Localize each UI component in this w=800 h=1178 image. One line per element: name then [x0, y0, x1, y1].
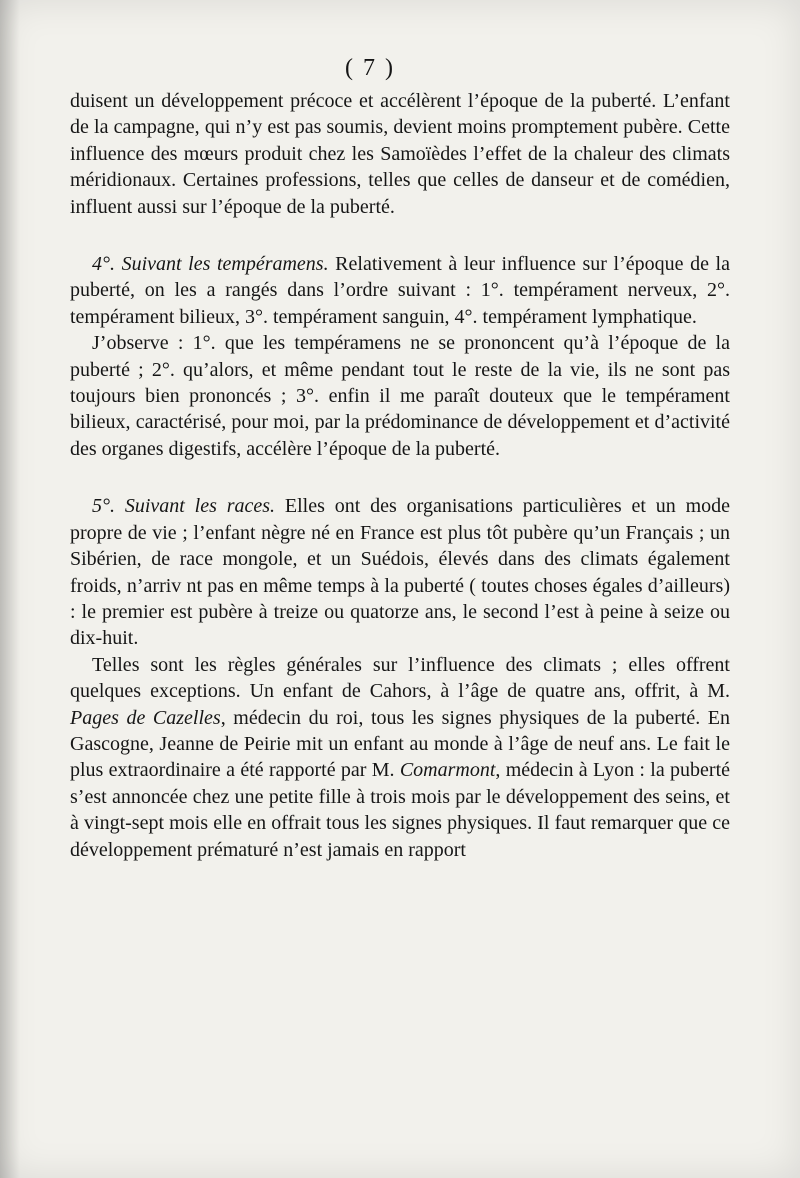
paragraph-3: J’observe : 1°. que les tempéramens ne se prononcent qu’à l’époque de la puberté ; 2°. qu’alors, et même pendant tout le reste de la vie, ils ne sont pas toujours bien prononcés ; 3°. enfin il me paraît douteux que le tempérament bilieux, caractérisé, pour moi, par la prédominance de développement et d’activité des organes digestifs, accélère l’époque de la puberté.	[70, 332, 730, 460]
paragraph-5-text-b: , médecin du roi, tous les signes physiques de la puberté. En Gascogne, Jeanne de Peirie mit un enfant au monde à l’âge de neuf ans. Le fait le plus extraordinaire a été rapporté par M.	[70, 706, 731, 782]
name-comarmont: Comarmont	[399, 759, 496, 782]
paragraph-5-text-a: Telles sont les règles générales sur l’influence des climats ; elles offrent quelques exceptions. Un enfant de Cahors, à l’âge de quatre ans, offrit, à M.	[70, 653, 730, 703]
paragraph-2-text: Relativement à leur influence sur l’époque de la puberté, on les a rangés dans l’ordre suivant : 1°. tempérament nerveux, 2°. tempérament bilieux, 3°. tempérament sanguin, 4°. tempérament lymphatique.	[70, 253, 730, 328]
paragraph-5	[70, 652, 730, 863]
paragraph-1: duisent un développement précoce et accélèrent l’époque de la puberté. L’enfant de la campagne, qui n’y est pas soumis, devient moins promptement pubère. Cette influence des mœurs produit chez les Samoïèdes l’effet de la chaleur des climats méridionaux. Certaines professions, telles que celles de danseur et de comédien, influent aussi sur l’époque de la puberté.	[70, 90, 730, 218]
section-heading-races: 5°. Suivant les races.	[92, 495, 276, 518]
paragraph-2	[70, 251, 730, 330]
paragraph-4-text: Elles ont des organisations particulières et un mode propre de vie ; l’enfant nègre né en France est plus tôt pubère qu’un Français ; un Sibérien, de race mongole, et un Suédois, élevés dans des climats également froids, n’arriv nt pas en même temps à la puberté ( toutes choses égales d’ailleurs) : le premier est pubère à treize ou quatorze ans, le second l’est à peine à seize ou dix-huit.	[70, 495, 731, 650]
paragraph-4	[70, 493, 730, 651]
binding-shadow	[0, 0, 20, 1178]
page-number: ( 7 )	[345, 55, 395, 81]
body-text	[70, 88, 730, 863]
paragraph-5-text-c: , médecin à Lyon : la puberté s’est annoncée chez une petite fille à trois mois par le développement des seins, et à vingt-sept mois elle en offrait tous les signes physiques. Il faut remarquer que ce développement prématuré n’est jamais en rapport	[70, 759, 730, 861]
name-pages-de-cazelles: Pages de Cazelles	[70, 706, 221, 729]
section-heading-temperaments: 4°. Suivant les tempéramens.	[92, 253, 329, 276]
